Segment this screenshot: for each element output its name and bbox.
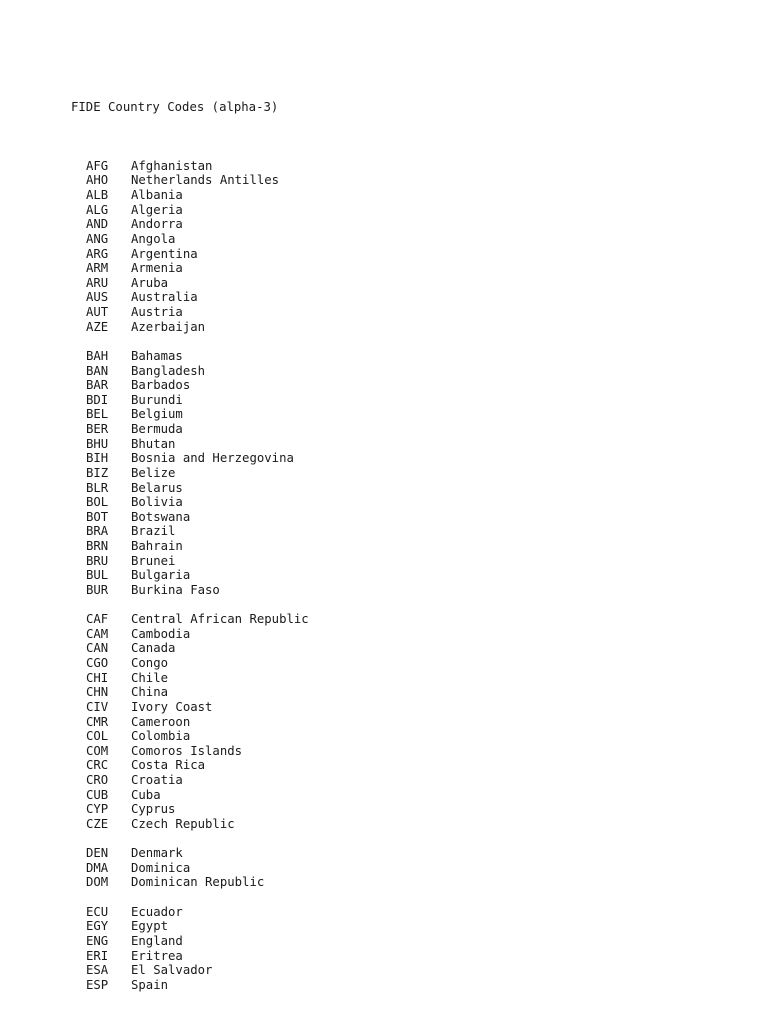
country-code: CGO <box>86 656 109 670</box>
country-name: Barbados <box>131 378 191 393</box>
country-code: BER <box>86 422 109 436</box>
country-code: CIV <box>86 699 109 714</box>
country-name: Bermuda <box>131 422 183 436</box>
list-item <box>71 320 309 335</box>
country-code: CMR <box>86 714 109 729</box>
list-item <box>71 276 309 291</box>
list-item <box>71 217 309 232</box>
country-code: ENG <box>86 933 109 948</box>
list-item <box>71 437 309 452</box>
list-item <box>71 963 309 978</box>
country-code: ARU <box>86 275 109 290</box>
country-name: Brazil <box>131 524 176 539</box>
letter-group-e <box>71 905 309 993</box>
list-item <box>71 539 309 554</box>
country-code: ECU <box>86 904 109 919</box>
country-name: Algeria <box>131 202 183 217</box>
country-code: BEL <box>86 407 109 422</box>
country-code: AUT <box>86 305 109 319</box>
list-item <box>71 188 309 203</box>
list-item <box>71 715 309 730</box>
country-code: ARG <box>86 246 109 261</box>
list-item <box>71 729 309 744</box>
country-code: ARM <box>86 261 109 276</box>
country-name: Botswana <box>131 509 191 524</box>
list-item <box>71 203 309 218</box>
country-code: AFG <box>86 158 109 173</box>
document-body <box>71 71 309 1007</box>
list-item <box>71 934 309 949</box>
country-name: Andorra <box>131 217 183 232</box>
country-name: Afghanistan <box>131 158 213 173</box>
country-code: CAM <box>86 626 109 641</box>
list-item <box>71 407 309 422</box>
country-code: BUL <box>86 568 109 583</box>
country-name: Belize <box>131 465 176 480</box>
country-name: Angola <box>131 231 176 246</box>
country-name: Bahamas <box>131 348 183 363</box>
country-code: CUB <box>86 787 109 802</box>
country-name: Armenia <box>131 261 183 276</box>
list-item <box>71 919 309 934</box>
country-name: Eritrea <box>131 948 183 963</box>
country-code: AHO <box>86 173 109 188</box>
list-item <box>71 466 309 481</box>
country-name: China <box>131 685 169 700</box>
list-item <box>71 378 309 393</box>
country-code: ANG <box>86 231 109 246</box>
country-name: Bosnia and Herzegovina <box>131 451 294 466</box>
country-name: Argentina <box>131 246 198 261</box>
country-name: Ecuador <box>131 904 183 919</box>
country-code: AUS <box>86 290 109 305</box>
country-name: Bhutan <box>131 436 176 451</box>
list-item <box>71 905 309 920</box>
list-item <box>71 364 309 379</box>
country-code: CHN <box>86 685 109 700</box>
country-code: BAH <box>86 348 109 363</box>
country-code: CRC <box>86 758 109 773</box>
country-code: BIH <box>86 451 109 466</box>
country-code: CYP <box>86 802 109 817</box>
list-item <box>71 568 309 583</box>
country-name: Albania <box>131 188 183 202</box>
country-name: Czech Republic <box>131 816 235 831</box>
list-item <box>71 641 309 656</box>
country-name: Ivory Coast <box>131 699 213 714</box>
country-code: AND <box>86 217 109 232</box>
list-item <box>71 671 309 686</box>
country-name: Congo <box>131 656 169 670</box>
country-code: BOT <box>86 509 109 524</box>
list-item <box>71 802 309 817</box>
country-code: BIZ <box>86 465 109 480</box>
list-item <box>71 422 309 437</box>
country-name: Bolivia <box>131 495 183 510</box>
country-code: ALG <box>86 202 109 217</box>
country-name: Egypt <box>131 919 169 934</box>
list-item <box>71 949 309 964</box>
list-item <box>71 393 309 408</box>
country-name: Bangladesh <box>131 363 206 378</box>
letter-group-d <box>71 846 309 890</box>
list-item <box>71 451 309 466</box>
country-code: BRA <box>86 524 109 539</box>
country-code: CAN <box>86 641 109 656</box>
country-code: BRN <box>86 539 109 553</box>
country-code: CRO <box>86 773 109 787</box>
list-item <box>71 656 309 671</box>
country-code: EGY <box>86 919 109 934</box>
list-item <box>71 159 309 174</box>
list-item <box>71 846 309 861</box>
list-item <box>71 290 309 305</box>
country-name: Dominica <box>131 860 191 875</box>
letter-group-b <box>71 349 309 598</box>
country-name: Austria <box>131 305 183 319</box>
list-item <box>71 524 309 539</box>
list-item <box>71 788 309 803</box>
country-code: BAR <box>86 378 109 393</box>
list-item <box>71 744 309 759</box>
country-code: ESA <box>86 963 109 978</box>
country-code: ALB <box>86 188 109 202</box>
country-code: COM <box>86 743 109 758</box>
letter-group-a <box>71 159 309 335</box>
country-name: Cuba <box>131 787 161 802</box>
country-code: BRU <box>86 553 109 568</box>
country-code: DOM <box>86 875 109 890</box>
list-item <box>71 817 309 832</box>
country-code: ESP <box>86 977 109 992</box>
list-item <box>71 261 309 276</box>
list-item <box>71 612 309 627</box>
country-name: Dominican Republic <box>131 875 265 890</box>
country-name: Netherlands Antilles <box>131 173 280 188</box>
country-name: England <box>131 933 183 948</box>
country-code: CHI <box>86 670 109 685</box>
country-name: El Salvador <box>131 963 213 978</box>
country-name: Costa Rica <box>131 758 206 773</box>
country-name: Bulgaria <box>131 568 191 583</box>
country-code: AZE <box>86 319 109 334</box>
list-item <box>71 773 309 788</box>
list-item <box>71 232 309 247</box>
country-name: Comoros Islands <box>131 743 243 758</box>
country-code: COL <box>86 729 109 744</box>
list-item <box>71 875 309 890</box>
country-name: Aruba <box>131 275 169 290</box>
country-name: Colombia <box>131 729 191 744</box>
country-code: CZE <box>86 816 109 831</box>
country-name: Brunei <box>131 553 176 568</box>
country-code-list <box>71 159 309 993</box>
country-code: DMA <box>86 860 109 875</box>
country-name: Burkina Faso <box>131 582 220 597</box>
country-name: Denmark <box>131 846 183 861</box>
list-item <box>71 685 309 700</box>
country-code: BOL <box>86 495 109 510</box>
list-item <box>71 700 309 715</box>
list-item <box>71 481 309 496</box>
list-item <box>71 495 309 510</box>
country-name: Croatia <box>131 773 183 787</box>
country-code: DEN <box>86 846 109 861</box>
list-item <box>71 554 309 569</box>
list-item <box>71 173 309 188</box>
country-name: Chile <box>131 670 169 685</box>
country-name: Belgium <box>131 407 183 422</box>
country-name: Central African Republic <box>131 612 309 627</box>
country-name: Azerbaijan <box>131 319 206 334</box>
country-name: Cyprus <box>131 802 176 817</box>
country-code: BHU <box>86 436 109 451</box>
country-name: Australia <box>131 290 198 305</box>
country-name: Burundi <box>131 392 183 407</box>
country-name: Canada <box>131 641 176 656</box>
country-code: BAN <box>86 363 109 378</box>
list-item <box>71 861 309 876</box>
country-name: Bahrain <box>131 539 183 553</box>
list-item <box>71 247 309 262</box>
country-name: Cambodia <box>131 626 191 641</box>
country-name: Cameroon <box>131 714 191 729</box>
country-code: CAF <box>86 612 109 627</box>
list-item <box>71 583 309 598</box>
country-code: BDI <box>86 392 109 407</box>
list-item <box>71 627 309 642</box>
list-item <box>71 758 309 773</box>
letter-group-c <box>71 612 309 831</box>
country-code: ERI <box>86 948 109 963</box>
list-item <box>71 510 309 525</box>
list-item <box>71 349 309 364</box>
country-name: Spain <box>131 977 169 992</box>
country-name: Belarus <box>131 480 183 495</box>
list-item <box>71 305 309 320</box>
country-code: BLR <box>86 480 109 495</box>
list-item <box>71 978 309 993</box>
page-title: FIDE Country Codes (alpha-3) <box>71 100 279 115</box>
country-code: BUR <box>86 582 109 597</box>
